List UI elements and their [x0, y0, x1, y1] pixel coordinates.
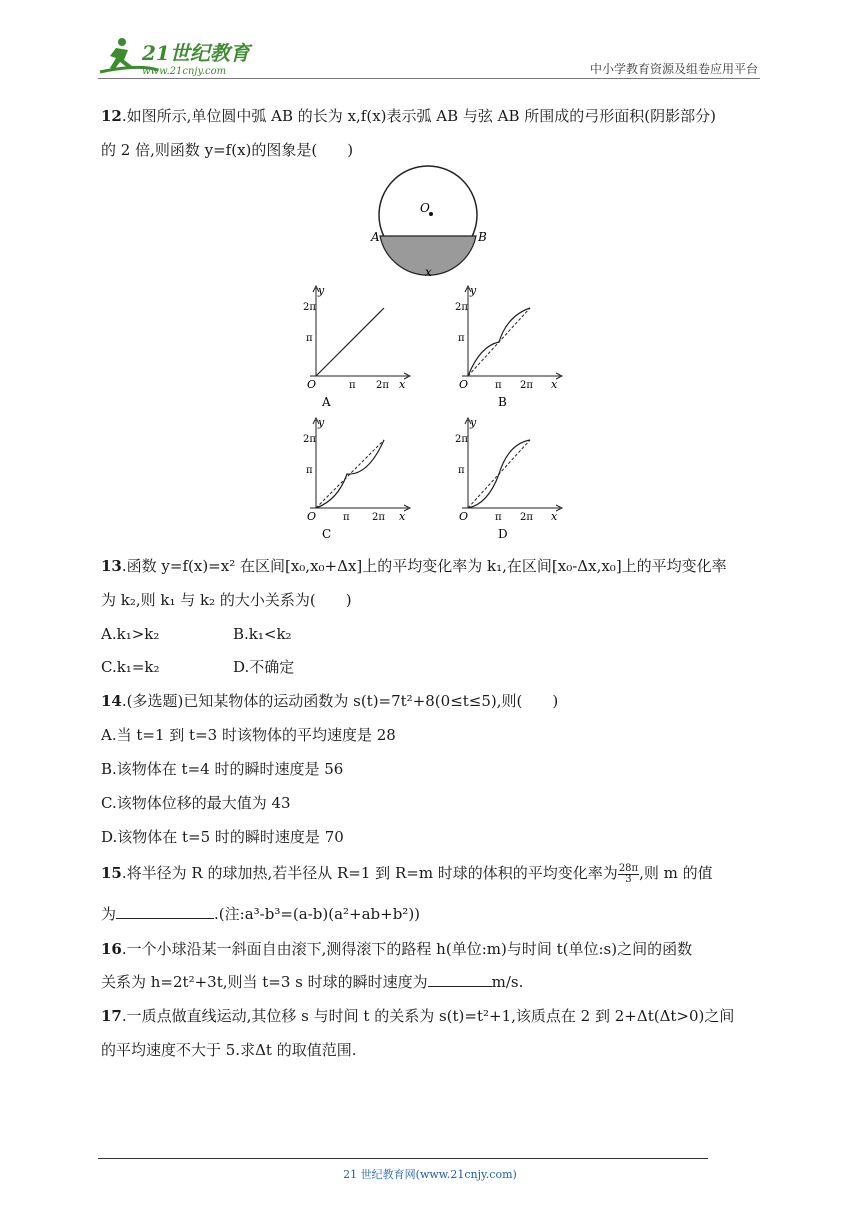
q13-line2: 为 k₂,则 k₁ 与 k₂ 的大小关系为( )	[101, 591, 352, 609]
q15-fraction: $\frac{28\pi}{3}$	[618, 862, 639, 885]
q14-number: 14	[101, 692, 122, 710]
svg-text:π: π	[495, 380, 502, 391]
logo-text: 21世纪教育	[142, 41, 250, 65]
graph-b-label: B	[498, 395, 507, 409]
svg-text:x: x	[399, 378, 406, 391]
logo-url: www.21cnjy.com	[142, 66, 227, 77]
page-header	[98, 30, 758, 80]
q13-number: 13	[101, 557, 122, 575]
svg-text:y: y	[470, 416, 477, 429]
svg-text:2π: 2π	[303, 434, 316, 445]
graph-d-curve	[468, 440, 530, 508]
svg-text:y: y	[318, 416, 325, 429]
footer-divider	[98, 1158, 708, 1159]
svg-text:π: π	[458, 465, 465, 476]
q14-text: .(多选题)已知某物体的运动函数为 s(t)=7t²+8(0≤t≤5),则( )	[121, 692, 559, 710]
label-b: B	[478, 230, 487, 244]
q15-number: 15	[101, 864, 122, 882]
q13-option-a: A.k₁>k₂	[101, 625, 160, 643]
svg-text:2π: 2π	[303, 302, 316, 313]
q17-text1: .一质点做直线运动,其位移 s 与时间 t 的关系为 s(t)=t²+1,该质点在 2 到 2+Δt(Δt>0)之间	[121, 1007, 735, 1025]
svg-text:O: O	[307, 378, 317, 391]
center-label: O	[420, 201, 430, 215]
q17-line1	[101, 1006, 734, 1026]
q13-line1	[101, 556, 727, 576]
q16-line2: 关系为 h=2t²+3t,则当 t=3 s 时球的瞬时速度为 m/s.	[101, 973, 524, 991]
platform-name: 中小学教育资源及组卷应用平台	[589, 62, 758, 76]
label-a: A	[371, 230, 380, 244]
q17-number: 17	[101, 1007, 122, 1025]
svg-text:O: O	[459, 378, 469, 391]
svg-text:x: x	[399, 510, 406, 523]
graph-d	[450, 416, 570, 544]
svg-text:π: π	[306, 465, 313, 476]
q12-line1	[101, 106, 716, 126]
q15-text1-end: ,则 m 的值	[639, 864, 713, 882]
graph-b-curve	[468, 308, 530, 376]
svg-text:π: π	[458, 333, 465, 344]
logo	[98, 36, 258, 80]
q14-option-c: C.该物体位移的最大值为 43	[101, 794, 291, 812]
q12-line2: 的 2 倍,则函数 y=f(x)的图象是( )	[101, 141, 354, 159]
q15-answer-blank[interactable]	[116, 904, 214, 919]
q12-text1: .如图所示,单位圆中弧 AB 的长为 x,f(x)表示弧 AB 与弦 AB 所围成的弓形面积(阴影部分)	[121, 107, 717, 125]
q15-line1	[101, 863, 713, 885]
svg-text:2π: 2π	[520, 380, 533, 391]
q16-answer-blank[interactable]	[428, 972, 492, 987]
q13-option-b: B.k₁<k₂	[233, 625, 292, 643]
svg-text:π: π	[343, 512, 350, 523]
svg-text:x: x	[551, 378, 558, 391]
footer-text[interactable]: 21 世纪教育网(www.21cnjy.com)	[343, 1168, 517, 1181]
q14-stem	[101, 691, 558, 711]
svg-text:O: O	[459, 510, 469, 523]
svg-text:x: x	[551, 510, 558, 523]
q15-line2: 为 .(注:a³-b³=(a-b)(a²+ab+b²))	[101, 905, 421, 923]
graph-d-label: D	[498, 527, 508, 541]
q16-text1: .一个小球沿某一斜面自由滚下,测得滚下的路程 h(单位:m)与时间 t(单位:s)之间的函数	[121, 940, 693, 958]
graph-a-label: A	[322, 395, 331, 409]
svg-text:2π: 2π	[376, 380, 389, 391]
svg-text:y: y	[318, 284, 325, 297]
header-divider	[98, 78, 760, 79]
svg-text:π: π	[349, 380, 356, 391]
svg-text:O: O	[307, 510, 317, 523]
graph-a-curve	[316, 308, 384, 376]
q17-line2: 的平均速度不大于 5.求Δt 的取值范围.	[101, 1041, 357, 1059]
svg-text:π: π	[495, 512, 502, 523]
svg-text:π: π	[306, 333, 313, 344]
q13-option-c: C.k₁=k₂	[101, 658, 160, 676]
q15-text1: .将半径为 R 的球加热,若半径从 R=1 到 R=m 时球的体积的平均变化率为	[121, 864, 618, 882]
svg-text:2π: 2π	[455, 302, 468, 313]
graph-a	[298, 284, 418, 412]
q16-number: 16	[101, 940, 122, 958]
graph-c-label: C	[322, 527, 332, 541]
graph-b	[450, 284, 570, 412]
svg-text:2π: 2π	[455, 434, 468, 445]
svg-text:2π: 2π	[520, 512, 533, 523]
q13-option-d: D.不确定	[233, 658, 295, 676]
q14-option-a: A.当 t=1 到 t=3 时该物体的平均速度是 28	[101, 726, 396, 744]
q14-option-d: D.该物体在 t=5 时的瞬时速度是 70	[101, 828, 344, 846]
q12-number: 12	[101, 107, 122, 125]
svg-text:2π: 2π	[372, 512, 385, 523]
q13-text1: .函数 y=f(x)=x² 在区间[x₀,x₀+Δx]上的平均变化率为 k₁,在区间[x₀-Δx,x₀]上的平均变化率	[121, 557, 727, 575]
svg-text:y: y	[470, 284, 477, 297]
q14-option-b: B.该物体在 t=4 时的瞬时速度是 56	[101, 760, 344, 778]
arc-label: x	[425, 265, 432, 279]
graph-c	[298, 416, 418, 544]
circle-figure	[368, 164, 498, 282]
q16-line1	[101, 939, 692, 959]
